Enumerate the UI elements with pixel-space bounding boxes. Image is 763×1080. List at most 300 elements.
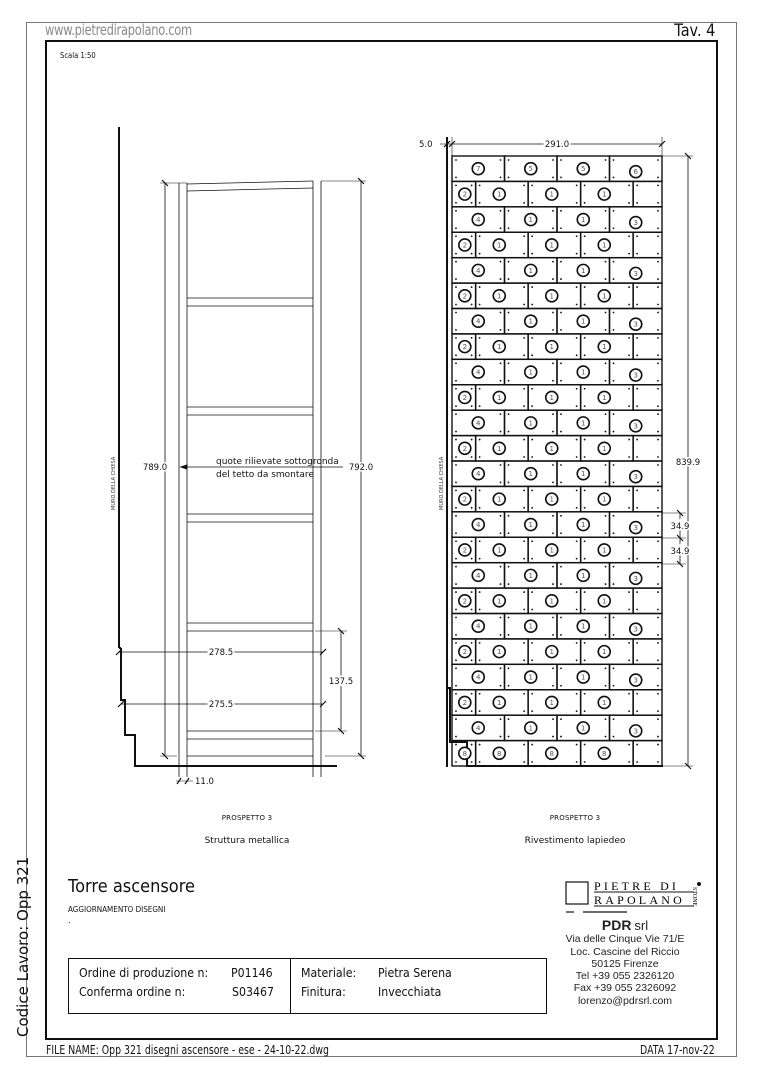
stone-number: 1	[497, 241, 502, 250]
stone-block	[581, 334, 634, 359]
anchor-dot	[552, 312, 554, 314]
anchor-dot	[605, 312, 607, 314]
dim-839: 839.9	[675, 458, 701, 468]
stone-block	[633, 690, 662, 715]
anchor-dot	[636, 744, 638, 746]
stone-number: 1	[528, 571, 533, 580]
anchor-dot	[628, 490, 630, 492]
anchor-dot	[531, 558, 533, 560]
anchor-dot	[584, 507, 586, 509]
stone-number: 1	[528, 521, 533, 530]
stone-number: 4	[476, 521, 481, 530]
stone-number: 6	[633, 168, 638, 177]
stone-block	[452, 614, 505, 639]
anchor-dot	[628, 609, 630, 611]
anchor-dot	[455, 464, 457, 466]
stone-number: 1	[528, 216, 533, 225]
anchor-dot	[552, 210, 554, 212]
dim-row-1: 34.9	[670, 522, 690, 532]
anchor-dot	[628, 558, 630, 560]
anchor-dot	[523, 456, 525, 458]
stone-block	[610, 207, 663, 232]
anchor-dot	[479, 642, 481, 644]
stone-number: 4	[476, 216, 481, 225]
stone-block	[505, 258, 558, 283]
stone-number: 3	[633, 320, 638, 329]
dim-275: 275.5	[208, 700, 234, 710]
stone-block	[452, 486, 476, 511]
anchor-dot	[576, 609, 578, 611]
stone-block	[610, 512, 663, 537]
anchor-dot	[523, 405, 525, 407]
anchor-dot	[455, 515, 457, 517]
stone-block	[452, 359, 505, 384]
anchor-dot	[584, 388, 586, 390]
anchor-dot	[455, 227, 457, 229]
anchor-dot	[500, 210, 502, 212]
anchor-dot	[508, 278, 510, 280]
anchor-dot	[531, 490, 533, 492]
stone-number: 1	[602, 495, 607, 504]
anchor-dot	[471, 693, 473, 695]
stone-number: 3	[633, 422, 638, 431]
anchor-dot	[605, 261, 607, 263]
stone-number: 1	[602, 292, 607, 301]
anchor-dot	[471, 405, 473, 407]
stone-number: 1	[549, 444, 554, 453]
anchor-dot	[455, 304, 457, 306]
stone-number: 5	[581, 165, 586, 174]
anchor-dot	[552, 177, 554, 179]
anchor-dot	[576, 558, 578, 560]
anchor-dot	[605, 685, 607, 687]
anchor-dot	[576, 659, 578, 661]
logo-line-2: RAPOLANO	[594, 893, 685, 907]
stone-block	[528, 639, 581, 664]
anchor-dot	[613, 177, 615, 179]
drawing-title: Torre ascensore	[68, 876, 195, 897]
anchor-dot	[552, 634, 554, 636]
anchor-dot	[657, 286, 659, 288]
stone-block	[452, 232, 476, 257]
stone-block	[528, 588, 581, 613]
company-tel: Tel +39 055 2326120	[575, 970, 675, 983]
anchor-dot	[471, 609, 473, 611]
anchor-dot	[479, 185, 481, 187]
stone-block	[505, 614, 558, 639]
anchor-dot	[523, 710, 525, 712]
stone-number: 1	[549, 648, 554, 657]
stone-block	[476, 283, 529, 308]
stone-number: 2	[462, 444, 468, 453]
anchor-dot	[657, 253, 659, 255]
anchor-dot	[479, 253, 481, 255]
stone-block	[581, 385, 634, 410]
stone-number: 4	[476, 368, 481, 377]
dim-row-2: 34.9	[670, 547, 690, 557]
anchor-dot	[560, 464, 562, 466]
company-email[interactable]: lorenzo@pdrsrl.com	[577, 994, 673, 1007]
stone-block	[581, 741, 634, 766]
anchor-dot	[531, 761, 533, 763]
stone-block	[581, 436, 634, 461]
anchor-dot	[576, 456, 578, 458]
stone-block	[581, 690, 634, 715]
anchor-dot	[657, 464, 659, 466]
anchor-dot	[657, 337, 659, 339]
anchor-dot	[636, 388, 638, 390]
stone-number: 8	[497, 749, 502, 758]
anchor-dot	[455, 278, 457, 280]
caption-view-left: PROSPETTO 3	[221, 814, 273, 822]
anchor-dot	[455, 634, 457, 636]
stone-block	[505, 359, 558, 384]
stone-number: 8	[602, 749, 607, 758]
anchor-dot	[523, 388, 525, 390]
anchor-dot	[523, 558, 525, 560]
anchor-dot	[471, 304, 473, 306]
anchor-dot	[636, 304, 638, 306]
anchor-dot	[605, 617, 607, 619]
anchor-dot	[576, 540, 578, 542]
company-address-1: Via delle Cinque Vie 71/E	[565, 933, 685, 946]
stone-block	[528, 741, 581, 766]
anchor-dot	[531, 337, 533, 339]
anchor-dot	[605, 227, 607, 229]
anchor-dot	[584, 642, 586, 644]
anchor-dot	[560, 362, 562, 364]
stone-number: 1	[497, 444, 502, 453]
anchor-dot	[657, 185, 659, 187]
anchor-dot	[657, 278, 659, 280]
anchor-dot	[471, 235, 473, 237]
anchor-dot	[613, 718, 615, 720]
anchor-dot	[605, 329, 607, 331]
stone-number: 1	[549, 393, 554, 402]
anchor-dot	[628, 540, 630, 542]
anchor-dot	[508, 261, 510, 263]
anchor-dot	[500, 515, 502, 517]
anchor-dot	[455, 405, 457, 407]
anchor-dot	[471, 439, 473, 441]
anchor-dot	[523, 286, 525, 288]
anchor-dot	[636, 405, 638, 407]
anchor-dot	[479, 337, 481, 339]
anchor-dot	[613, 362, 615, 364]
anchor-dot	[531, 185, 533, 187]
anchor-dot	[552, 482, 554, 484]
anchor-dot	[605, 583, 607, 585]
anchor-dot	[628, 337, 630, 339]
anchor-dot	[531, 591, 533, 593]
stone-block	[557, 309, 610, 334]
anchor-dot	[552, 718, 554, 720]
anchor-dot	[657, 667, 659, 669]
anchor-dot	[471, 456, 473, 458]
anchor-dot	[628, 405, 630, 407]
stone-number: 1	[602, 444, 607, 453]
stone-number: 4	[476, 724, 481, 733]
anchor-dot	[508, 431, 510, 433]
anchor-dot	[531, 456, 533, 458]
anchor-dot	[628, 388, 630, 390]
anchor-dot	[479, 591, 481, 593]
stone-number: 2	[462, 343, 468, 352]
anchor-dot	[455, 286, 457, 288]
stone-block	[452, 410, 505, 435]
anchor-dot	[500, 312, 502, 314]
stone-number: 1	[581, 521, 586, 530]
stone-number: 3	[633, 269, 638, 278]
anchor-dot	[552, 736, 554, 738]
stone-block	[557, 410, 610, 435]
anchor-dot	[523, 439, 525, 441]
stone-block	[452, 461, 505, 486]
anchor-dot	[523, 642, 525, 644]
anchor-dot	[576, 304, 578, 306]
stone-block	[452, 563, 505, 588]
anchor-dot	[628, 354, 630, 356]
stone-number: 1	[528, 419, 533, 428]
anchor-dot	[479, 507, 481, 509]
anchor-dot	[576, 744, 578, 746]
anchor-dot	[455, 736, 457, 738]
anchor-dot	[479, 388, 481, 390]
anchor-dot	[613, 329, 615, 331]
anchor-dot	[576, 693, 578, 695]
stone-block	[581, 639, 634, 664]
stone-number: 1	[497, 495, 502, 504]
anchor-dot	[605, 718, 607, 720]
wall-label-right: MURO DELLA CHIESA	[439, 456, 445, 510]
anchor-dot	[628, 659, 630, 661]
anchor-dot	[560, 159, 562, 161]
anchor-dot	[455, 583, 457, 585]
anchor-dot	[584, 693, 586, 695]
stone-number: 1	[497, 292, 502, 301]
anchor-dot	[605, 210, 607, 212]
anchor-dot	[584, 540, 586, 542]
stone-block	[557, 258, 610, 283]
stone-block	[528, 232, 581, 257]
anchor-dot	[584, 744, 586, 746]
anchor-dot	[471, 490, 473, 492]
anchor-dot	[657, 304, 659, 306]
anchor-dot	[508, 210, 510, 212]
material-value: Pietra Serena	[378, 965, 452, 980]
stone-block	[557, 715, 610, 740]
stone-block	[633, 385, 662, 410]
anchor-dot	[552, 532, 554, 534]
stone-number: 1	[549, 190, 554, 199]
anchor-dot	[523, 744, 525, 746]
stone-number: 2	[462, 597, 468, 606]
stone-number: 1	[528, 266, 533, 275]
stone-number: 1	[581, 216, 586, 225]
anchor-dot	[657, 634, 659, 636]
anchor-dot	[576, 591, 578, 593]
stone-block	[581, 181, 634, 206]
anchor-dot	[584, 439, 586, 441]
anchor-dot	[657, 685, 659, 687]
stone-number: 1	[602, 343, 607, 352]
confirm-order-label: Conferma ordine n:	[79, 984, 186, 999]
anchor-dot	[455, 685, 457, 687]
stone-block	[452, 156, 505, 181]
anchor-dot	[605, 177, 607, 179]
stone-number: 3	[633, 524, 638, 533]
anchor-dot	[508, 312, 510, 314]
anchor-dot	[560, 278, 562, 280]
anchor-dot	[500, 380, 502, 382]
anchor-dot	[657, 659, 659, 661]
anchor-dot	[628, 761, 630, 763]
stone-number: 1	[528, 317, 533, 326]
stone-number: 1	[581, 368, 586, 377]
anchor-dot	[531, 235, 533, 237]
anchor-dot	[628, 507, 630, 509]
anchor-dot	[657, 413, 659, 415]
stone-number: 1	[549, 597, 554, 606]
anchor-dot	[471, 185, 473, 187]
anchor-dot	[455, 667, 457, 669]
anchor-dot	[613, 736, 615, 738]
anchor-dot	[508, 667, 510, 669]
stone-number: 2	[462, 648, 468, 657]
anchor-dot	[531, 405, 533, 407]
stone-block	[505, 461, 558, 486]
anchor-dot	[531, 388, 533, 390]
anchor-dot	[584, 490, 586, 492]
anchor-dot	[552, 159, 554, 161]
anchor-dot	[500, 464, 502, 466]
anchor-dot	[584, 286, 586, 288]
anchor-dot	[584, 761, 586, 763]
anchor-dot	[523, 490, 525, 492]
anchor-dot	[657, 177, 659, 179]
stone-number: 4	[476, 419, 481, 428]
anchor-dot	[657, 202, 659, 204]
anchor-dot	[628, 710, 630, 712]
frame-beam	[187, 188, 313, 191]
caption-view-right: PROSPETTO 3	[549, 814, 601, 822]
stone-block	[476, 181, 529, 206]
anchor-dot	[479, 609, 481, 611]
anchor-dot	[605, 566, 607, 568]
anchor-dot	[605, 667, 607, 669]
anchor-dot	[479, 693, 481, 695]
anchor-dot	[455, 718, 457, 720]
anchor-dot	[455, 312, 457, 314]
anchor-dot	[560, 532, 562, 534]
anchor-dot	[576, 405, 578, 407]
anchor-dot	[576, 235, 578, 237]
anchor-dot	[455, 354, 457, 356]
stone-block	[528, 690, 581, 715]
anchor-dot	[657, 718, 659, 720]
anchor-dot	[657, 507, 659, 509]
anchor-dot	[552, 583, 554, 585]
anchor-dot	[531, 710, 533, 712]
anchor-dot	[531, 439, 533, 441]
stone-grid	[452, 156, 662, 766]
caption-title-right: Rivestimento lapiedeo	[524, 836, 626, 846]
stone-number: 3	[633, 219, 638, 228]
anchor-dot	[628, 253, 630, 255]
dim-792: 792.0	[348, 463, 374, 473]
anchor-dot	[576, 388, 578, 390]
anchor-dot	[552, 685, 554, 687]
stone-number: 1	[528, 622, 533, 631]
stone-number: 1	[528, 724, 533, 733]
stone-number: 1	[581, 622, 586, 631]
anchor-dot	[523, 540, 525, 542]
frame-beam	[187, 181, 313, 184]
anchor-dot	[479, 304, 481, 306]
anchor-dot	[657, 431, 659, 433]
anchor-dot	[523, 304, 525, 306]
anchor-dot	[605, 634, 607, 636]
anchor-dot	[560, 227, 562, 229]
stone-number: 1	[602, 190, 607, 199]
anchor-dot	[500, 685, 502, 687]
stone-number: 2	[462, 698, 468, 707]
stone-number: 1	[549, 546, 554, 555]
stone-block	[452, 207, 505, 232]
finish-value: Invecchiata	[378, 984, 442, 999]
anchor-dot	[613, 159, 615, 161]
logo-line-1: PIETRE DI	[594, 879, 680, 893]
anchor-dot	[455, 388, 457, 390]
anchor-dot	[500, 227, 502, 229]
anchor-dot	[508, 159, 510, 161]
anchor-dot	[560, 667, 562, 669]
anchor-dot	[508, 482, 510, 484]
anchor-dot	[613, 515, 615, 517]
anchor-dot	[508, 617, 510, 619]
anchor-dot	[500, 362, 502, 364]
anchor-dot	[636, 507, 638, 509]
sheet-number: Tav. 4	[673, 21, 715, 41]
anchor-dot	[657, 710, 659, 712]
anchor-dot	[552, 362, 554, 364]
stone-block	[610, 156, 663, 181]
anchor-dot	[584, 337, 586, 339]
stone-block	[557, 359, 610, 384]
anchor-dot	[560, 482, 562, 484]
stone-number: 1	[528, 368, 533, 377]
anchor-dot	[636, 253, 638, 255]
anchor-dot	[508, 380, 510, 382]
anchor-dot	[657, 617, 659, 619]
anchor-dot	[657, 744, 659, 746]
anchor-dot	[605, 464, 607, 466]
anchor-dot	[560, 431, 562, 433]
stone-number: 1	[497, 546, 502, 555]
stone-block	[633, 283, 662, 308]
anchor-dot	[613, 210, 615, 212]
anchor-dot	[455, 235, 457, 237]
anchor-dot	[584, 659, 586, 661]
stone-block	[610, 614, 663, 639]
anchor-dot	[479, 710, 481, 712]
anchor-dot	[576, 710, 578, 712]
anchor-dot	[584, 185, 586, 187]
anchor-dot	[636, 693, 638, 695]
company-name: PDR	[601, 917, 632, 933]
anchor-dot	[576, 490, 578, 492]
anchor-dot	[636, 710, 638, 712]
